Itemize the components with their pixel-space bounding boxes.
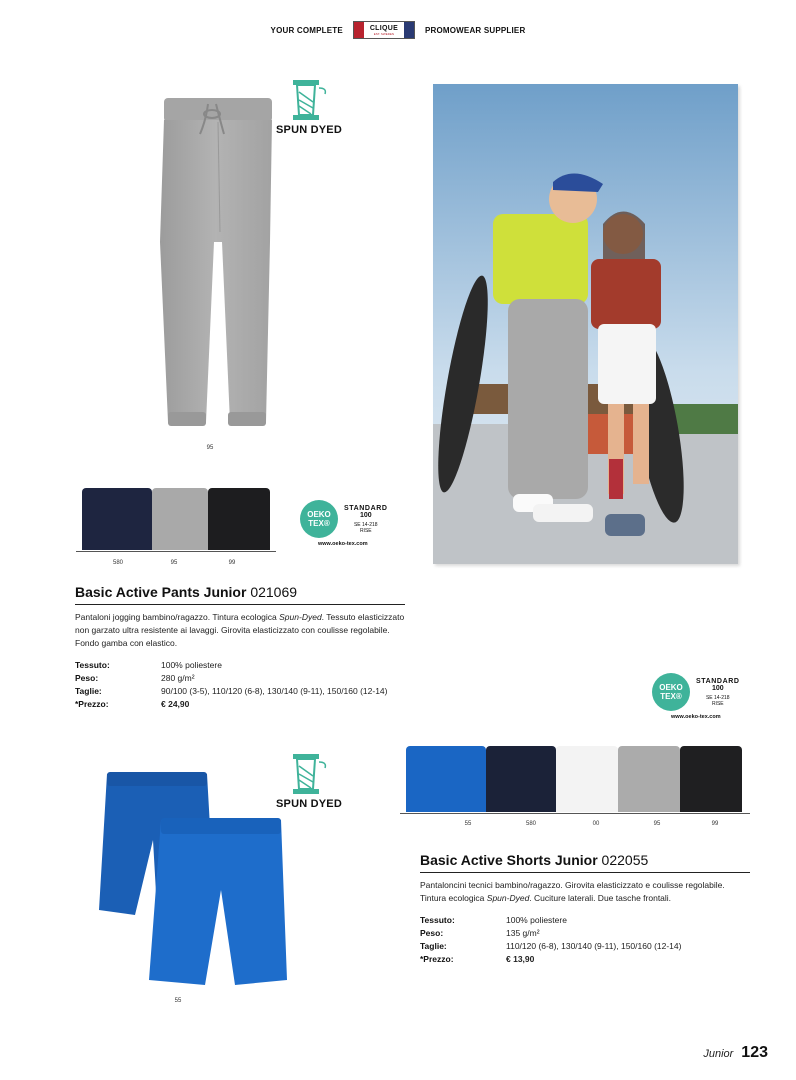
oeko-tex-badge-pants: [300, 500, 388, 538]
pants-swatches: [82, 488, 270, 550]
spec-value: 110/120 (6-8), 130/140 (9-11), 150/160 (12-14): [506, 941, 682, 951]
header-left-text: YOUR COMPLETE: [270, 25, 343, 35]
spun-dyed-badge-shorts: [276, 752, 342, 810]
oeko-number: 100: [359, 511, 372, 519]
swatch-code: 55: [464, 821, 472, 827]
pants-title-text: Basic Active Pants Junior: [75, 584, 247, 600]
shorts-main-color-code: 55: [174, 998, 182, 1004]
swatch-code: 580: [112, 560, 123, 566]
pants-product-info: [75, 584, 405, 710]
spec-label: *Prezzo:: [420, 954, 454, 964]
swatch-shorts-95[interactable]: [618, 746, 680, 812]
swatch-shorts-580[interactable]: [486, 746, 556, 812]
swatch-pants-580[interactable]: [82, 488, 152, 550]
pants-description: Pantaloni jogging bambino/ragazzo. Tintura ecologica Spun-Dyed. Tessuto elasticizzato non garzato ultra resistente ai lavaggi. Girovita elasticizzato con coulisse regolabile. Fondo gamba con elastico.: [75, 612, 405, 648]
pants-specs: [75, 659, 405, 710]
page-number: 123: [741, 1044, 768, 1061]
spun-dyed-label: SPUN DYED: [276, 798, 342, 810]
spec-label: Peso:: [75, 673, 99, 683]
shorts-specs: [420, 914, 750, 965]
oeko-rise: RISE: [359, 527, 372, 534]
brand-name: CLIQUE: [369, 24, 399, 32]
pants-swatch-baseline: [76, 551, 276, 552]
spec-label: Peso:: [420, 928, 444, 938]
page-header: [0, 20, 796, 40]
swatch-pants-99[interactable]: [208, 488, 270, 550]
shorts-code: 022055: [601, 852, 649, 868]
spec-value: 100% poliestere: [161, 660, 222, 670]
oeko-number: 100: [711, 684, 724, 692]
pants-product-image: [150, 92, 275, 437]
spun-dyed-label: SPUN DYED: [276, 124, 342, 136]
swatch-shorts-99[interactable]: [680, 746, 742, 812]
spool-icon: [289, 752, 329, 796]
oeko-tex-logo: [300, 500, 338, 538]
section-name: Junior: [703, 1048, 734, 1060]
spec-label: Tessuto:: [75, 660, 110, 670]
lifestyle-photo: [433, 84, 738, 564]
swatch-shorts-00[interactable]: [556, 746, 618, 812]
spec-label: *Prezzo:: [75, 699, 109, 709]
spec-label: Tessuto:: [420, 915, 455, 925]
oeko-line2: TEX®: [308, 519, 330, 528]
swatch-code: 95: [170, 560, 178, 566]
swatch-code: 95: [653, 821, 661, 827]
shorts-description: Pantaloncini tecnici bambino/ragazzo. Girovita elasticizzato e coulisse regolabile. Tintura ecologica Spun-Dyed. Cuciture laterali. Due tasche frontali.: [420, 880, 725, 903]
oeko-line1: OEKO: [659, 683, 683, 692]
shorts-product-info: [420, 852, 750, 965]
spec-value: 100% poliestere: [506, 915, 567, 925]
shorts-swatch-baseline: [400, 813, 750, 814]
swatch-pants-95[interactable]: [152, 488, 208, 550]
oeko-standard: STANDARD: [344, 504, 388, 512]
shorts-product-image: [95, 770, 290, 990]
oeko-line2: TEX®: [660, 692, 682, 701]
swatch-code: 580: [525, 821, 536, 827]
swatch-shorts-55[interactable]: [406, 746, 486, 812]
oeko-id: SE 14-218: [353, 521, 378, 528]
price-value: € 24,90: [161, 699, 190, 709]
oeko-line1: OEKO: [307, 510, 331, 519]
swatch-code: 99: [711, 821, 719, 827]
pants-code: 021069: [250, 584, 298, 600]
oeko-url: www.oeko-tex.com: [671, 714, 721, 720]
spec-label: Taglie:: [75, 686, 102, 696]
oeko-tex-logo: [652, 673, 690, 711]
clique-logo: CLIQUE EST. SWEDEN: [353, 21, 415, 39]
page-footer: [703, 1044, 768, 1062]
spec-value: 135 g/m²: [506, 928, 540, 938]
spec-value: 90/100 (3-5), 110/120 (6-8), 130/140 (9-11), 150/160 (12-14): [161, 686, 388, 696]
pants-main-color-code: 95: [206, 445, 214, 451]
swatch-code: 99: [228, 560, 236, 566]
spec-value: 280 g/m²: [161, 673, 195, 683]
oeko-id: SE 14-218: [705, 694, 730, 701]
oeko-url: www.oeko-tex.com: [318, 541, 368, 547]
oeko-rise: RISE: [711, 700, 724, 707]
shorts-title-text: Basic Active Shorts Junior: [420, 852, 598, 868]
price-value: € 13,90: [506, 954, 535, 964]
spec-label: Taglie:: [420, 941, 447, 951]
spun-dyed-badge-pants: [276, 78, 342, 136]
pants-product-title: [75, 584, 405, 605]
oeko-tex-badge-shorts: [652, 673, 740, 711]
shorts-product-title: [420, 852, 750, 873]
shorts-swatches: [406, 746, 742, 812]
oeko-standard: STANDARD: [696, 677, 740, 685]
swatch-code: 00: [592, 821, 600, 827]
spool-icon: [289, 78, 329, 122]
header-right-text: PROMOWEAR SUPPLIER: [424, 25, 526, 35]
